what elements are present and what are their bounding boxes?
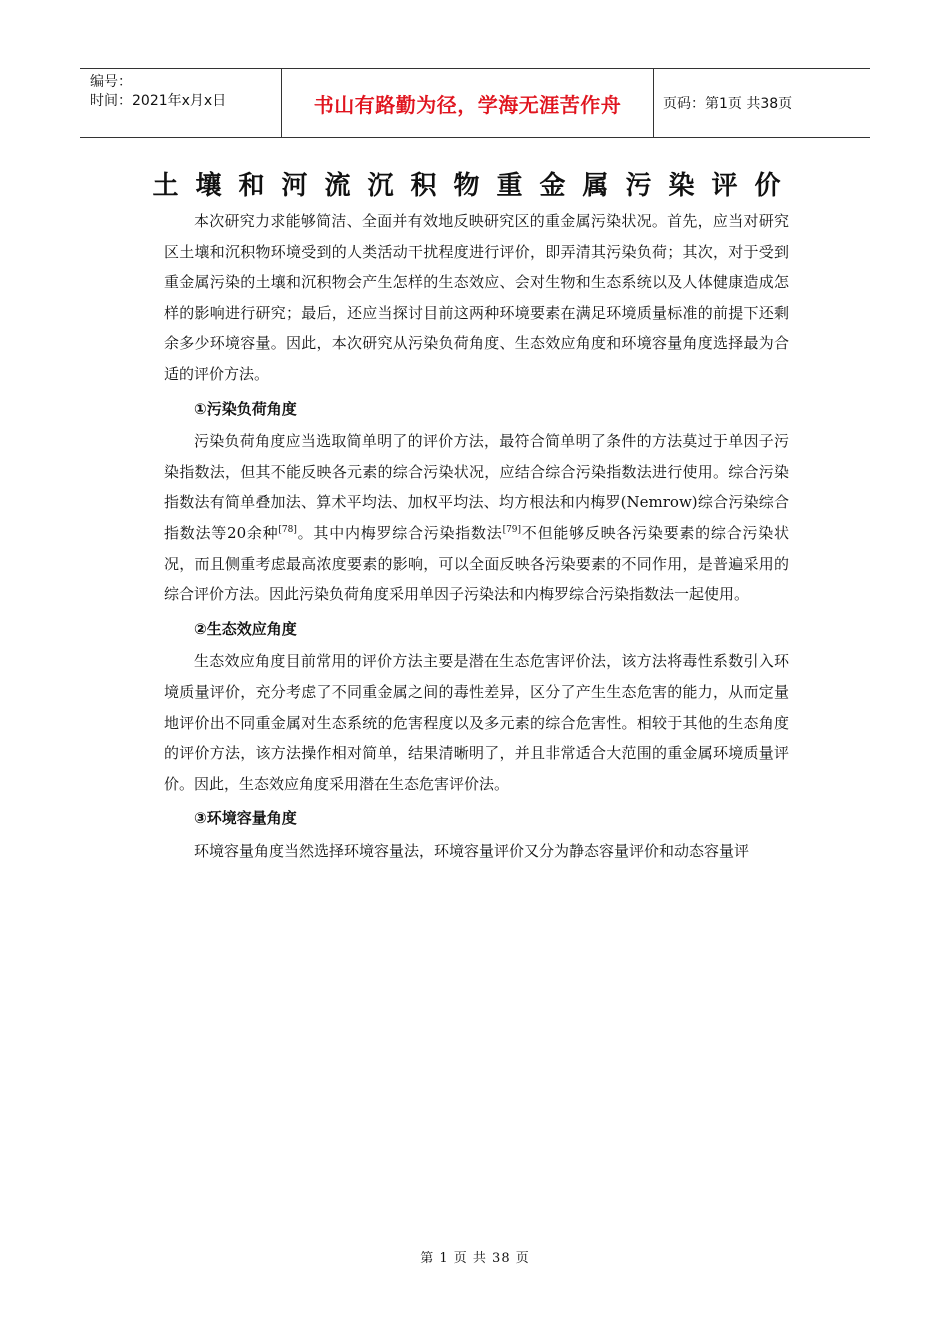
section-heading-pollution-load: ①污染负荷角度 xyxy=(194,399,297,418)
number-label: 编号： xyxy=(90,74,132,90)
section-paragraph-pollution-load xyxy=(164,426,789,610)
document-body xyxy=(164,206,789,866)
citation-ref: [79] xyxy=(502,524,522,535)
page-footer: 第 1 页 共 38 页 xyxy=(420,1251,530,1266)
citation-ref: [78] xyxy=(278,524,297,535)
section-heading-environmental-capacity: ③环境容量角度 xyxy=(194,809,297,828)
page-title: 土壤和河流沉积物重金属污染评价 xyxy=(152,171,798,201)
document-header xyxy=(80,68,870,138)
paragraph-text: 。其中内梅罗综合污染指数法 xyxy=(296,523,503,542)
header-page-info: 页码：第1页 共38页 xyxy=(663,96,793,112)
header-motto: 书山有路勤为径，学海无涯苦作舟 xyxy=(281,69,654,137)
section-paragraph-environmental-capacity: 环境容量角度当然选择环境容量法，环境容量评价又分为静态容量评价和动态容量评 xyxy=(194,841,750,860)
header-meta xyxy=(80,69,281,137)
intro-paragraph: 本次研究力求能够简洁、全面并有效地反映研究区的重金属污染状况。首先，应当对研究区土壤和沉积物环境受到的人类活动干扰程度进行评价，即弄清其污染负荷；其次，对于受到重金属污染的土壤和沉积物会产生怎样的生态效应、会对生物和生态系统以及人体健康造成怎样的影响进行研究；最后，还应当探讨目前这两种环境要素在满足环境质量标准的前提下还剩余多少环境容量。因此，本次研究从污染负荷角度、生态效应角度和环境容量角度选择最为合适的评价方法。 xyxy=(164,212,789,383)
paragraph-text: 污染负荷角度应当选取简单明了的评价方法，最符合简单明了条件的方法莫过于单因子污染指数法，但其不能反映各元素的综合污染状况，应结合综合污染指数法进行使用。综合污染指数法有简单叠加法、算术平均法、加权平均法、均方根法和内梅罗(Nemrow)综合污染综合指数法等20余种 xyxy=(164,432,789,542)
section-heading-ecological-effect: ②生态效应角度 xyxy=(194,619,297,638)
section-paragraph-ecological-effect: 生态效应角度目前常用的评价方法主要是潜在生态危害评价法，该方法将毒性系数引入环境质量评价，充分考虑了不同重金属之间的毒性差异，区分了产生生态危害的能力，从而定量地评价出不同重金属对生态系统的危害程度以及多元素的综合危害性。相较于其他的生态角度的评价方法，该方法操作相对简单，结果清晰明了，并且非常适合大范围的重金属环境质量评价。因此，生态效应角度采用潜在生态危害评价法。 xyxy=(164,652,789,793)
paragraph-text: 不但能够反映各污染要素的综合污染状况，而且侧重考虑最高浓度要素的影响，可以全面反映各污染要素的不同作用，是普遍采用的综合评价方法。因此污染负荷角度采用单因子污染法和内梅罗综合污染指数法一起使用。 xyxy=(164,523,789,604)
date-label: 时间：2021年x月x日 xyxy=(90,93,227,109)
